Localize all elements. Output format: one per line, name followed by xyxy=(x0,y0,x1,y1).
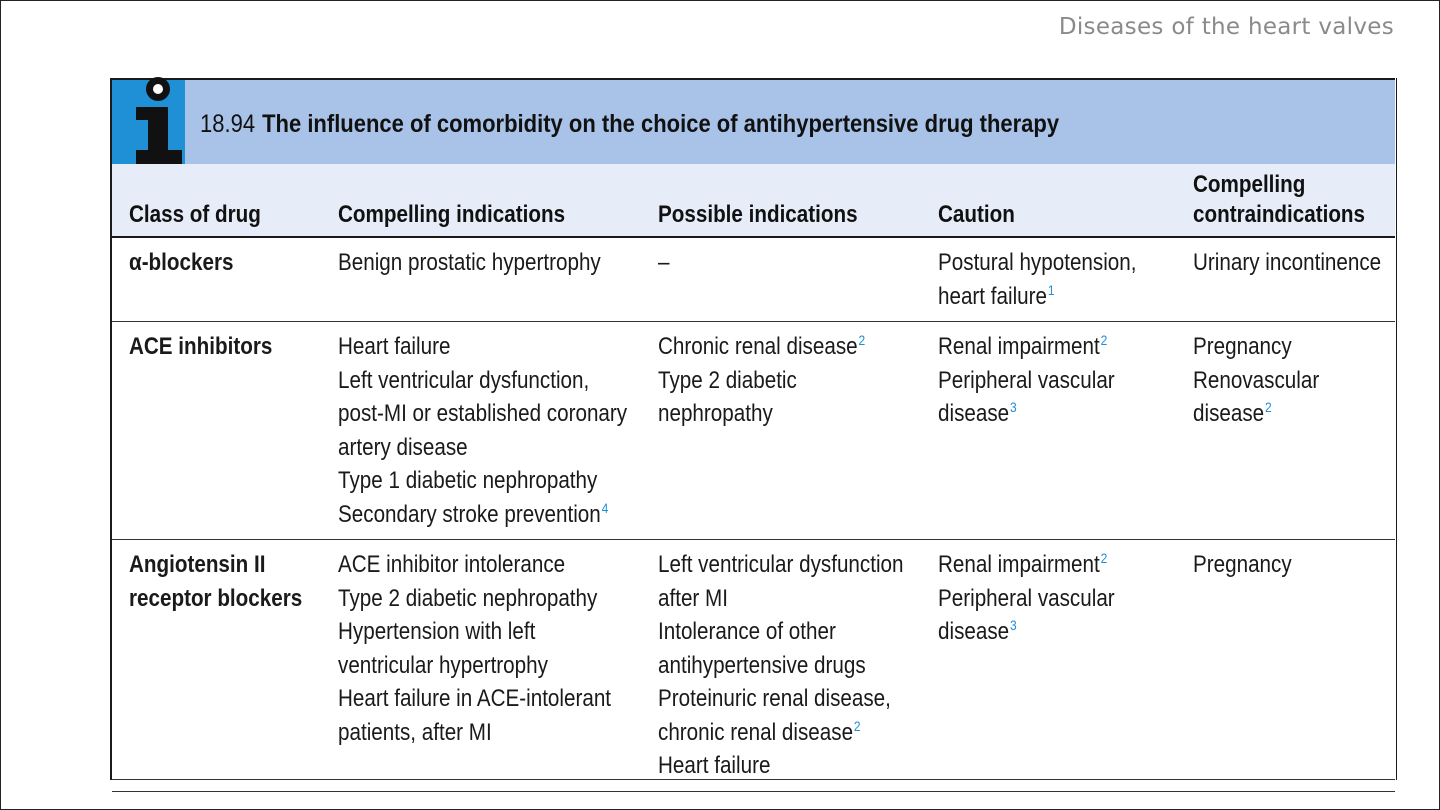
column-header-line: Compelling indications xyxy=(338,201,566,228)
cell-text: Proteinuric renal disease, xyxy=(658,685,891,712)
cell-line xyxy=(338,615,640,649)
table-body xyxy=(112,237,1395,791)
footnote-ref: 2 xyxy=(1100,332,1108,348)
cell-line xyxy=(1193,330,1395,364)
cell-content xyxy=(938,246,1175,313)
box-title-bar xyxy=(112,78,1395,166)
cell-text: heart failure xyxy=(938,282,1048,310)
contraindications-cell xyxy=(1176,322,1395,540)
column-header-text xyxy=(658,200,920,230)
column-header-line: Caution xyxy=(938,201,1015,228)
cell-text: disease xyxy=(938,618,1010,645)
drug-class-cell xyxy=(112,322,321,540)
cell-content xyxy=(338,246,640,280)
drug-class-cell xyxy=(112,237,321,322)
footnote-ref: 2 xyxy=(858,332,866,348)
caution-cell xyxy=(921,322,1176,540)
cell-text: Left ventricular dysfunction xyxy=(658,551,904,578)
cell-text: nephropathy xyxy=(658,400,773,427)
cell-line xyxy=(1193,364,1395,398)
column-header-line: Class of drug xyxy=(129,201,261,228)
cell-text: α-blockers xyxy=(129,249,234,276)
cell-line xyxy=(338,682,640,716)
cell-line xyxy=(938,280,1175,314)
column-header-text xyxy=(1193,170,1395,230)
cell-text: – xyxy=(658,249,670,276)
cell-content xyxy=(129,246,321,280)
compelling-indications-cell xyxy=(321,322,641,540)
cell-content xyxy=(1193,548,1395,582)
table-header-row xyxy=(112,164,1395,237)
cell-text: Chronic renal disease xyxy=(658,333,858,360)
box-title-text: The influence of comorbidity on the choice of antihypertensive drug therapy xyxy=(262,110,1060,138)
info-icon xyxy=(112,80,185,166)
possible-indications-cell xyxy=(641,540,921,792)
possible-indications-cell xyxy=(641,237,921,322)
cell-line xyxy=(658,615,920,649)
cell-content xyxy=(938,330,1175,431)
column-header xyxy=(1176,164,1395,237)
compelling-indications-cell xyxy=(321,540,641,792)
cell-line xyxy=(938,364,1175,398)
cell-line xyxy=(338,330,640,364)
cell-text: ventricular hypertrophy xyxy=(338,651,548,679)
cell-content xyxy=(338,548,640,749)
cell-text: Postural hypotension, xyxy=(938,249,1137,276)
cell-text: disease xyxy=(1193,400,1265,427)
cell-line xyxy=(338,498,640,532)
cell-line xyxy=(658,649,920,683)
cell-content xyxy=(658,246,920,280)
column-header xyxy=(921,164,1176,237)
cell-line xyxy=(1193,397,1395,431)
contraindications-cell xyxy=(1176,237,1395,322)
cell-line xyxy=(338,548,640,582)
table-row xyxy=(112,540,1395,792)
table-row xyxy=(112,237,1395,322)
column-header xyxy=(641,164,921,237)
cell-content xyxy=(338,330,640,531)
column-header-line: Compelling xyxy=(1193,171,1306,198)
cell-text: Pregnancy xyxy=(1193,551,1292,578)
footnote-ref: 3 xyxy=(1010,617,1017,633)
possible-indications-cell xyxy=(641,322,921,540)
cell-line xyxy=(338,246,640,280)
drug-class-cell xyxy=(112,540,321,792)
table-row xyxy=(112,322,1395,540)
cell-content xyxy=(129,548,321,615)
cell-line xyxy=(338,582,640,616)
cell-line xyxy=(129,330,321,364)
column-header-text xyxy=(938,200,1175,230)
cell-line xyxy=(938,615,1175,649)
footnote-ref: 4 xyxy=(601,499,609,516)
cell-content xyxy=(1193,330,1395,431)
cell-text: Intolerance of other xyxy=(658,618,836,645)
footnote-ref: 2 xyxy=(1265,399,1272,415)
box-number: 18.94 xyxy=(200,110,256,138)
cell-text: Renovascular xyxy=(1193,366,1320,394)
footnote-ref: 2 xyxy=(1100,550,1108,566)
caution-cell xyxy=(921,540,1176,792)
cell-text: Urinary incontinence xyxy=(1193,249,1382,276)
cell-text: Type 1 diabetic nephropathy xyxy=(338,467,598,494)
cell-text: patients, after MI xyxy=(338,718,492,746)
cell-text: disease xyxy=(938,400,1010,427)
cell-text: Secondary stroke prevention xyxy=(338,500,601,528)
caution-cell xyxy=(921,237,1176,322)
cell-line xyxy=(129,246,321,280)
cell-text: Type 2 diabetic nephropathy xyxy=(338,584,598,612)
cell-line xyxy=(338,716,640,750)
cell-line xyxy=(658,548,920,582)
cell-text: Angiotensin II xyxy=(129,551,266,578)
cell-line xyxy=(658,397,920,431)
cell-text: Peripheral vascular xyxy=(938,584,1115,612)
box-title xyxy=(200,110,1059,139)
footnote-ref: 3 xyxy=(1010,399,1017,415)
cell-content xyxy=(1193,246,1395,280)
cell-text: ACE inhibitors xyxy=(129,333,273,360)
cell-text: after MI xyxy=(658,584,728,612)
cell-line xyxy=(129,582,321,616)
cell-line xyxy=(658,682,920,716)
cell-line xyxy=(938,330,1175,364)
cell-line xyxy=(338,464,640,498)
cell-text: Left ventricular dysfunction, xyxy=(338,366,590,394)
cell-line xyxy=(658,364,920,398)
cell-line xyxy=(658,582,920,616)
column-header-line: contraindications xyxy=(1193,201,1366,228)
compelling-indications-cell xyxy=(321,237,641,322)
cell-line xyxy=(1193,548,1395,582)
cell-text: Hypertension with left xyxy=(338,618,536,645)
cell-text: Benign prostatic hypertrophy xyxy=(338,249,601,276)
cell-text: post-MI or established coronary xyxy=(338,400,628,427)
footnote-ref: 2 xyxy=(853,717,861,734)
table-bottom-rule xyxy=(112,779,1395,780)
cell-text: Type 2 diabetic xyxy=(658,366,797,394)
cell-text: Peripheral vascular xyxy=(938,366,1115,394)
cell-text: Renal impairment xyxy=(938,333,1100,360)
cell-text: ACE inhibitor intolerance xyxy=(338,551,566,578)
cell-text: receptor blockers xyxy=(129,584,303,612)
footnote-ref: 1 xyxy=(1047,281,1055,298)
column-header-text xyxy=(129,200,321,230)
column-header xyxy=(112,164,321,237)
cell-text: Renal impairment xyxy=(938,551,1100,578)
cell-line xyxy=(938,397,1175,431)
cell-text: Heart failure xyxy=(658,752,771,779)
cell-text: Heart failure in ACE-intolerant xyxy=(338,685,612,712)
cell-text: chronic renal disease xyxy=(658,718,854,746)
comorbidity-table xyxy=(112,164,1395,792)
contraindications-cell xyxy=(1176,540,1395,792)
cell-line xyxy=(129,548,321,582)
cell-line xyxy=(338,397,640,431)
column-header-text xyxy=(338,200,640,230)
cell-line xyxy=(938,582,1175,616)
cell-content xyxy=(129,330,321,364)
cell-content xyxy=(658,548,920,783)
cell-line xyxy=(658,330,920,364)
cell-text: artery disease xyxy=(338,433,468,461)
cell-text: antihypertensive drugs xyxy=(658,651,866,679)
info-box xyxy=(110,78,1397,780)
cell-line xyxy=(938,548,1175,582)
cell-text: Pregnancy xyxy=(1193,333,1292,360)
running-head: Diseases of the heart valves xyxy=(1058,14,1394,40)
cell-text: Heart failure xyxy=(338,333,451,360)
cell-line xyxy=(658,716,920,750)
cell-content xyxy=(658,330,920,431)
cell-line xyxy=(338,364,640,398)
cell-line xyxy=(938,246,1175,280)
column-header-line: Possible indications xyxy=(658,201,858,228)
column-header xyxy=(321,164,641,237)
cell-line xyxy=(1193,246,1395,280)
cell-line xyxy=(338,431,640,465)
cell-line xyxy=(658,246,920,280)
cell-line xyxy=(338,649,640,683)
cell-content xyxy=(938,548,1175,649)
cell-line xyxy=(658,749,920,783)
